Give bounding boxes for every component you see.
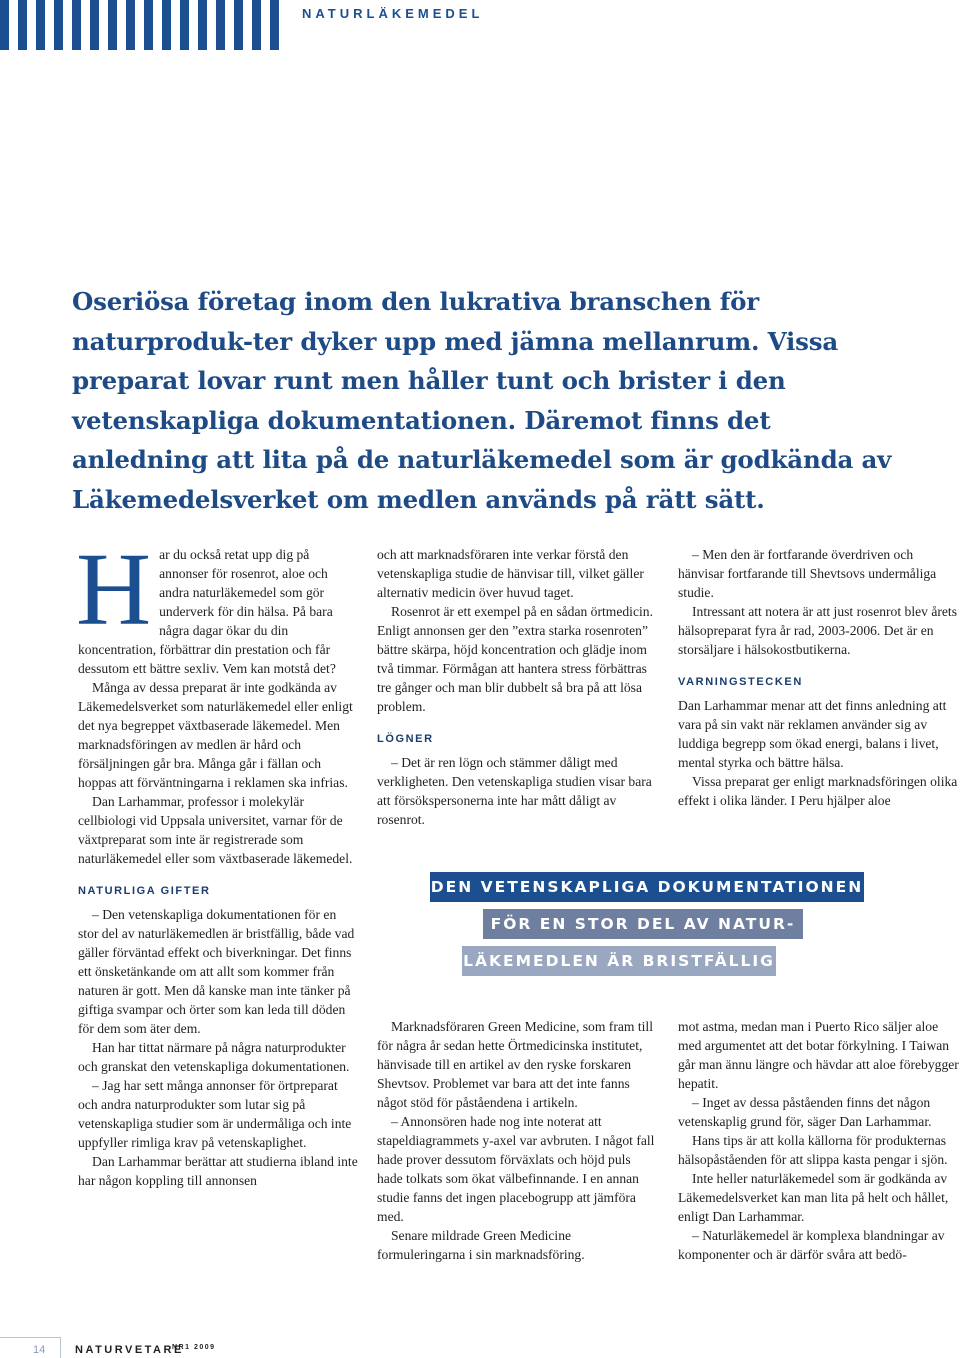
lede-paragraph: Oseriösa företag inom den lukrativa branschen för naturproduk-ter dyker upp med jämna mellanrum. Vissa preparat lovar runt men håller tunt och brister i den vetenskapliga dokumentationen. Däremot finns det anledning att lita på de naturläkemedel som är godkända av Läkemedelsverket om medlen används på rätt sätt.: [72, 287, 892, 514]
footer-rule: [0, 1337, 60, 1338]
paragraph: Senare mildrade Green Medicine formuleringarna i sin marknadsföring.: [377, 1228, 585, 1262]
paragraph: Marknadsföraren Green Medicine, som fram till för några år sedan hette Örtmedicinska institutet, hänvisade till en artikel av den ryske forskaren Shevtsov. Problemet var bara att det inte fanns något stöd för påståendena i artikeln.: [377, 1019, 653, 1110]
paragraph: Många av dessa preparat är inte godkända av Läkemedelsverket som naturläkemedel eller enligt det nya begreppet växtbaserade läkemedel. Men marknadsföringen av medlen är hård och försäljningen går bra. Många går i fällan och hoppas att förväntningarna i reklamen ska infrias.: [78, 680, 353, 790]
pullquote-line-3: LÄKEMEDLEN ÄR BRISTFÄLLIG: [462, 946, 776, 976]
header-stripes: [0, 0, 290, 50]
paragraph: Vissa preparat ger enligt marknadsföringen olika effekt i olika länder. I Peru hjälper aloe: [678, 774, 958, 808]
subheading: NATURLIGA GIFTER: [78, 885, 211, 897]
paragraph: mot astma, medan man i Puerto Rico säljer aloe med argumentet att det botar förkylning. I Taiwan går man ännu längre och hävdar att aloe förebygger hepatit.: [678, 1019, 959, 1091]
column-3-top: [678, 545, 960, 810]
paragraph: Dan Larhammar berättar att studierna ibland inte har någon koppling till annonsen: [78, 1154, 358, 1188]
subheading: LÖGNER: [377, 733, 434, 745]
paragraph: Han har tittat närmare på några naturprodukter och granskat den vetenskapliga dokumentationen.: [78, 1040, 350, 1074]
column-1: [76, 532, 360, 1190]
paragraph: – Jag har sett många annonser för örtpreparat och andra naturprodukter som lutar sig på vetenskapliga studier som är undermåliga och inte uppfyller rimliga krav på vetenskaplighet.: [78, 1078, 352, 1150]
paragraph: och att marknadsföraren inte verkar förstå den vetenskapliga studie de hänvisar till, vilket gäller alternativ medicin över huvud taget.: [377, 547, 644, 600]
pullquote-line-1: DEN VETENSKAPLIGA DOKUMENTATIONEN: [430, 872, 864, 902]
paragraph: – Naturläkemedel är komplexa blandningar av komponenter och är därför svåra att bedö-: [678, 1228, 945, 1262]
issue-label: NR1 2009: [172, 1344, 216, 1351]
paragraph: – Den vetenskapliga dokumentationen för en stor del av naturläkemedlen är bristfällig, både vad gäller förväntad effekt och biverkningar. Det finns ett önsketänkande om att allt som kommer från naturen är gott. Men då kanske man inte tänker på giftiga svampar och örter som kan leda till döden för dem som äter dem.: [78, 907, 355, 1036]
paragraph: – Det är ren lögn och stämmer dåligt med verkligheten. Den vetenskapliga studien visar bara att försökspersonerna inte har mått dåligt av rosenrot.: [377, 755, 652, 827]
paragraph: Dan Larhammar menar att det finns anledning att vara på sin vakt när reklamen använder sig av luddiga begrepp som ökad energi, balans i livet, mental styrka och bättre hälsa.: [678, 698, 947, 770]
paragraph: – Inget av dessa påståenden finns det någon vetenskaplig grund för, säger Dan Larhammar.: [678, 1095, 932, 1129]
paragraph: ar du också retat upp dig på annonser för rosenrot, aloe och andra naturläkemedel som gör underverk för din hälsa. På bara några dagar ökar du din koncentration, förbättrar din prestation och får dessutom ett bättre sexliv. Vem kan motstå det?: [78, 547, 336, 676]
paragraph: Dan Larhammar, professor i molekylär cellbiologi vid Uppsala universitet, varnar för de växtpreparat som inte är registrerade som naturläkemedel eller som växtbaserade läkemedel.: [78, 794, 353, 866]
paragraph: Rosenrot är ett exempel på en sådan örtmedicin. Enligt annonsen ger den ”extra starka rosenroten” bättre skärpa, höjd koncentration och glädje inom två timmar. Förmågan att hantera stress förbättras tre gånger och man blir dubbelt så bra på att lösa problem.: [377, 604, 653, 714]
paragraph: Hans tips är att kolla källorna för produkternas hälsopåståenden för att slippa kasta pengar i sjön.: [678, 1133, 948, 1167]
paragraph: – Men den är fortfarande överdriven och hänvisar fortfarande till Shevtsovs undermåliga studie.: [678, 547, 937, 600]
drop-cap: H: [76, 532, 152, 647]
paragraph: Inte heller naturläkemedel som är godkända av Läkemedelsverket kan man lita på helt och hållet, enligt Dan Larhammar.: [678, 1171, 949, 1224]
section-label: NATURLÄKEMEDEL: [302, 6, 484, 21]
column-2-bottom: [377, 1017, 659, 1264]
pullquote-line-2: FÖR EN STOR DEL AV NATUR-: [483, 909, 803, 939]
paragraph: – Annonsören hade nog inte noterat att stapeldiagrammets y-axel var avbruten. I något fall hade prover dessutom förväxlats och höjd puls hade tolkats som ökat välbefinnande. I en annan studie fanns det ingen placebogrupp att jämföra med.: [377, 1114, 655, 1224]
column-2-top: [377, 545, 659, 829]
footer-divider: [60, 1337, 61, 1358]
page-number: 14: [33, 1344, 46, 1356]
column-3-bottom: [678, 1017, 960, 1264]
paragraph: Intressant att notera är att just rosenrot blev årets hälsopreparat fyra år rad, 2003-2006. Det är en storsäljare i hälsokostbutikerna.: [678, 604, 957, 657]
magazine-name: NATURVETARE: [75, 1344, 184, 1356]
subheading: VARNINGSTECKEN: [678, 676, 803, 688]
